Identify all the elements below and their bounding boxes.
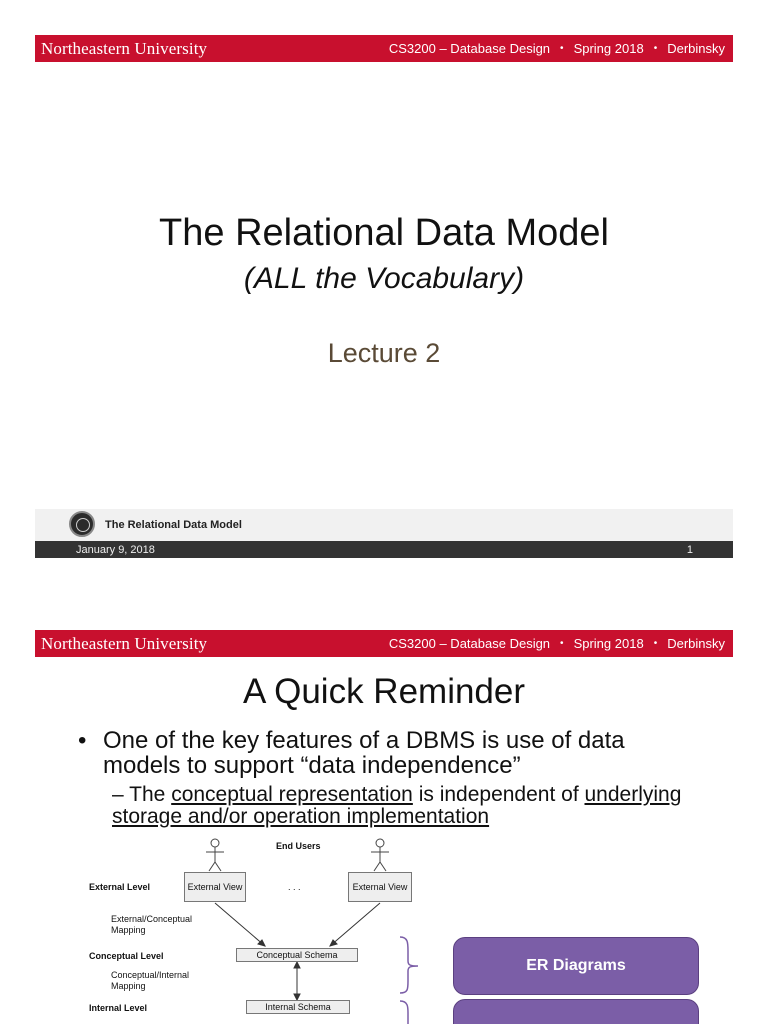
- slide-title: A Quick Reminder: [242, 672, 526, 711]
- sub-underline-2: underlying storage and/or operation implementation: [112, 783, 682, 828]
- course-instructor: Derbinsky: [667, 636, 725, 651]
- architecture-diagram: [80, 836, 420, 1024]
- conc-int-mapping-label: Conceptual/Internal Mapping: [111, 970, 190, 991]
- header-bar: [35, 630, 733, 657]
- bullet-text: One of the key features of a DBMS is use of data models to support “data independence”: [103, 727, 625, 779]
- user-icon: [371, 839, 389, 871]
- footer-date: January 9, 2018: [76, 543, 155, 556]
- header-bar: [35, 35, 733, 62]
- course-info: [389, 636, 725, 651]
- ellipsis: . . .: [288, 882, 301, 892]
- conceptual-schema-box: Conceptual Schema: [236, 948, 358, 962]
- separator: •: [653, 43, 658, 54]
- internal-schema-box: Internal Schema: [246, 1000, 350, 1014]
- course-term: Spring 2018: [573, 41, 644, 56]
- slide-2: [0, 590, 768, 1024]
- footer-title: The Relational Data Model: [105, 519, 242, 531]
- sub-text-1: The: [129, 783, 172, 806]
- course-name: CS3200 – Database Design: [388, 636, 551, 651]
- callout-box: [453, 999, 699, 1024]
- sub-underline-1: conceptual representation: [171, 783, 413, 806]
- bullet-mark: •: [78, 727, 87, 754]
- university-name: Northeastern University: [41, 38, 208, 58]
- bullet-item: [78, 728, 698, 778]
- course-info: [389, 41, 725, 56]
- external-view-box: External View: [184, 872, 246, 902]
- course-instructor: Derbinsky: [667, 41, 725, 56]
- page-number: 1: [686, 543, 693, 556]
- internal-level-label: Internal Level: [89, 1003, 148, 1013]
- university-name: Northeastern University: [41, 633, 208, 653]
- sub-text-2: is independent of: [412, 783, 585, 806]
- conceptual-level-label: Conceptual Level: [89, 951, 164, 961]
- ext-conc-mapping-label: External/Conceptual Mapping: [111, 914, 193, 935]
- lecture-number: Lecture 2: [327, 338, 441, 368]
- separator: •: [560, 638, 564, 649]
- separator: •: [560, 43, 564, 54]
- slide-subtitle: (ALL the Vocabulary): [243, 262, 525, 295]
- sub-bullet: [112, 784, 712, 828]
- slide-title: The Relational Data Model: [159, 212, 609, 254]
- footer-date-bar: [35, 541, 733, 558]
- separator: •: [653, 638, 658, 649]
- footer-title-bar: [35, 509, 733, 541]
- external-view-box: External View: [348, 872, 412, 902]
- external-level-label: External Level: [89, 882, 151, 892]
- course-term: Spring 2018: [573, 636, 644, 651]
- university-seal-icon: [69, 511, 95, 537]
- brace-icon: [396, 935, 426, 1024]
- user-icon: [206, 839, 224, 871]
- course-name: CS3200 – Database Design: [388, 41, 551, 56]
- er-diagrams-callout: ER Diagrams: [453, 937, 699, 995]
- end-users-label: End Users: [276, 841, 321, 851]
- sub-dash: –: [112, 783, 124, 806]
